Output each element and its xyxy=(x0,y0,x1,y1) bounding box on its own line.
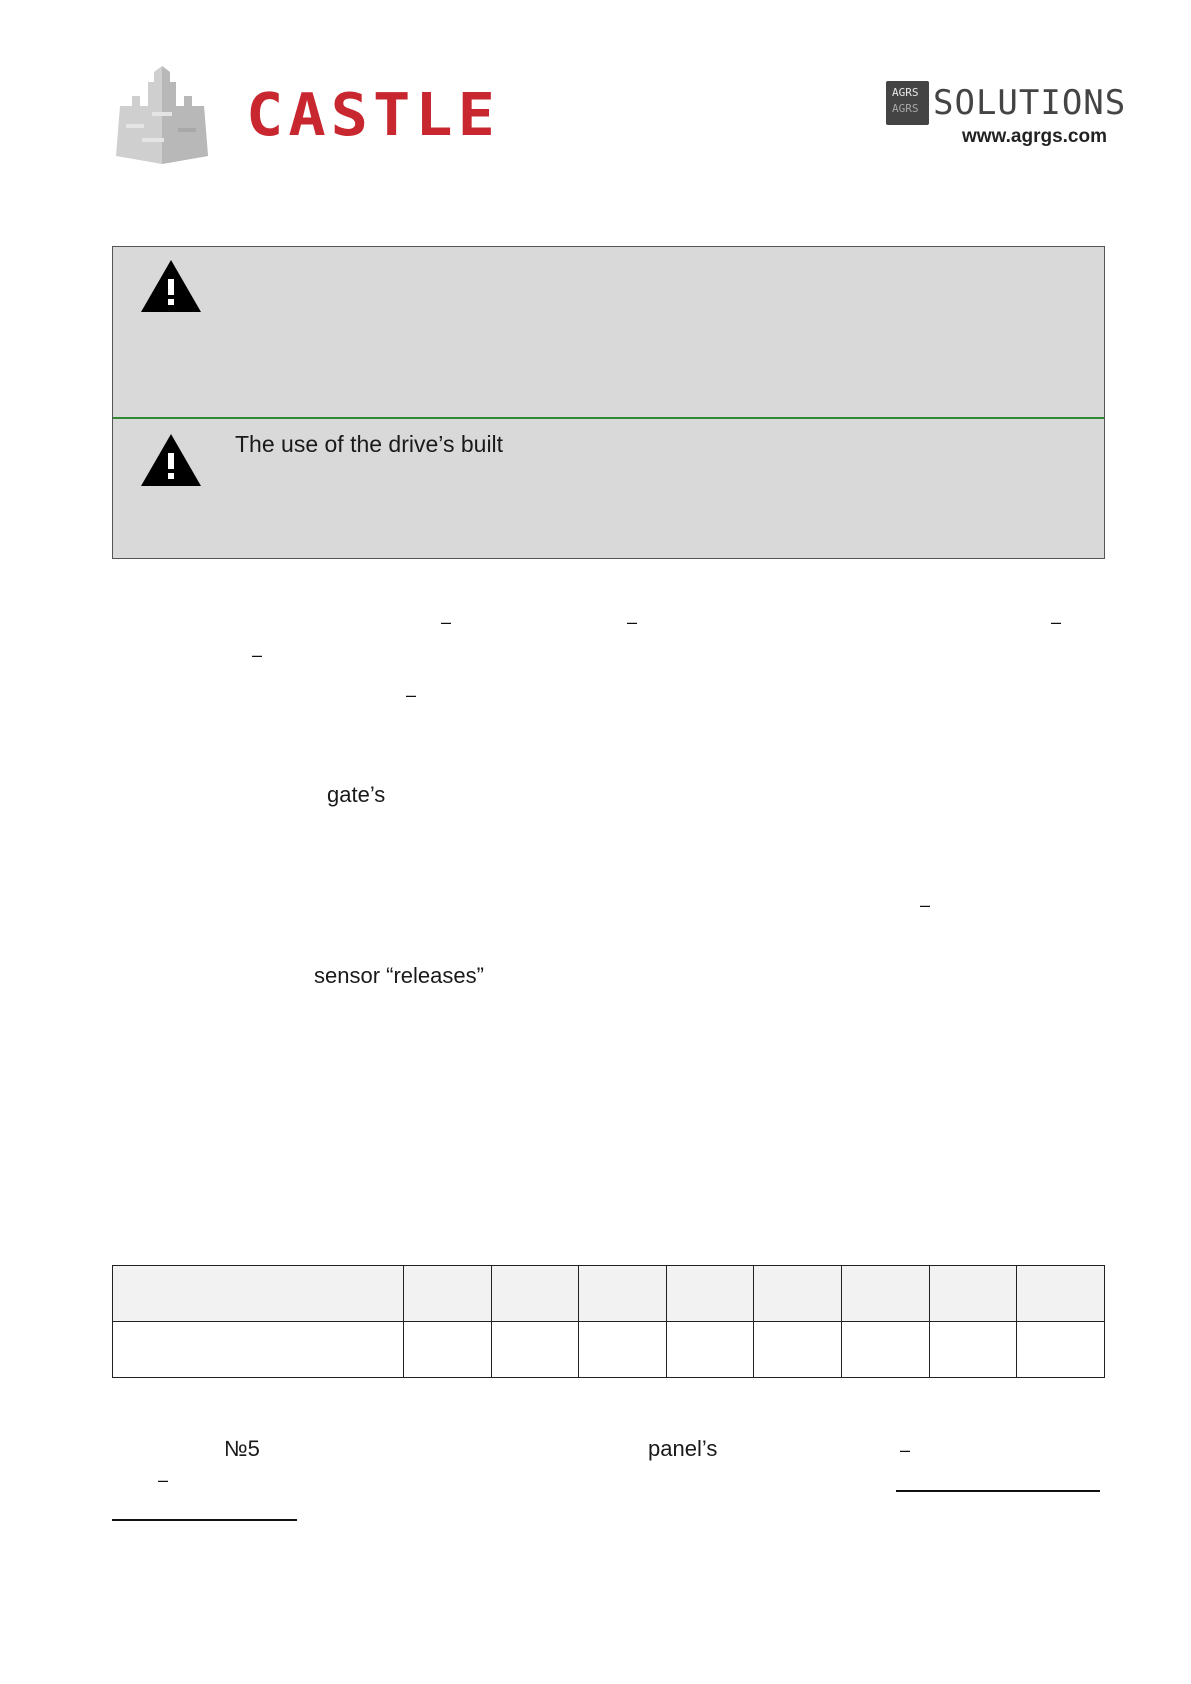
table-cell xyxy=(666,1266,754,1322)
dash-fragment: – xyxy=(627,612,638,632)
table-cell xyxy=(929,1322,1017,1378)
brand-name: CASTLE xyxy=(246,80,500,150)
warning-icon xyxy=(141,434,201,486)
agrs-badge-label-mirror: AGRS xyxy=(892,102,919,115)
underline-rule xyxy=(112,1519,297,1521)
table-cell xyxy=(113,1266,404,1322)
text-fragment: panel’s xyxy=(648,1436,718,1461)
dash-fragment: – xyxy=(252,645,263,665)
table-cell xyxy=(1017,1322,1105,1378)
text-fragment: gate’s xyxy=(327,782,386,807)
table-row xyxy=(113,1322,1105,1378)
table-cell xyxy=(666,1322,754,1378)
underline-rule xyxy=(896,1490,1100,1492)
table-cell xyxy=(404,1322,492,1378)
warning-icon xyxy=(141,260,201,312)
agrs-logo-badge xyxy=(886,81,929,125)
text-fragment: №5 xyxy=(224,1436,260,1461)
spec-table xyxy=(112,1265,1105,1378)
table-cell xyxy=(1017,1266,1105,1322)
table-cell xyxy=(404,1266,492,1322)
partner-name: SOLUTIONS xyxy=(933,83,1127,123)
table-cell xyxy=(579,1266,667,1322)
dash-fragment: – xyxy=(900,1440,911,1460)
table-cell xyxy=(754,1322,842,1378)
table-header-row xyxy=(113,1266,1105,1322)
table-cell xyxy=(491,1322,579,1378)
dash-fragment: – xyxy=(406,685,417,705)
table-cell xyxy=(929,1266,1017,1322)
table-cell xyxy=(579,1322,667,1378)
warning-box xyxy=(112,246,1105,559)
dash-fragment: – xyxy=(920,895,931,915)
table-cell xyxy=(113,1322,404,1378)
table-cell xyxy=(754,1266,842,1322)
table-cell xyxy=(841,1266,929,1322)
dash-fragment: – xyxy=(441,612,452,632)
text-fragment: sensor “releases” xyxy=(314,963,484,988)
dash-fragment: – xyxy=(158,1470,169,1490)
warning-divider xyxy=(113,417,1104,419)
table-cell xyxy=(841,1322,929,1378)
website-link[interactable]: www.agrgs.com xyxy=(962,126,1107,147)
agrs-badge-label: AGRS xyxy=(892,86,919,99)
dash-fragment: – xyxy=(1051,612,1062,632)
warning-text: The use of the drive’s built xyxy=(235,431,504,457)
table-cell xyxy=(491,1266,579,1322)
castle-tower-logo xyxy=(112,66,212,164)
